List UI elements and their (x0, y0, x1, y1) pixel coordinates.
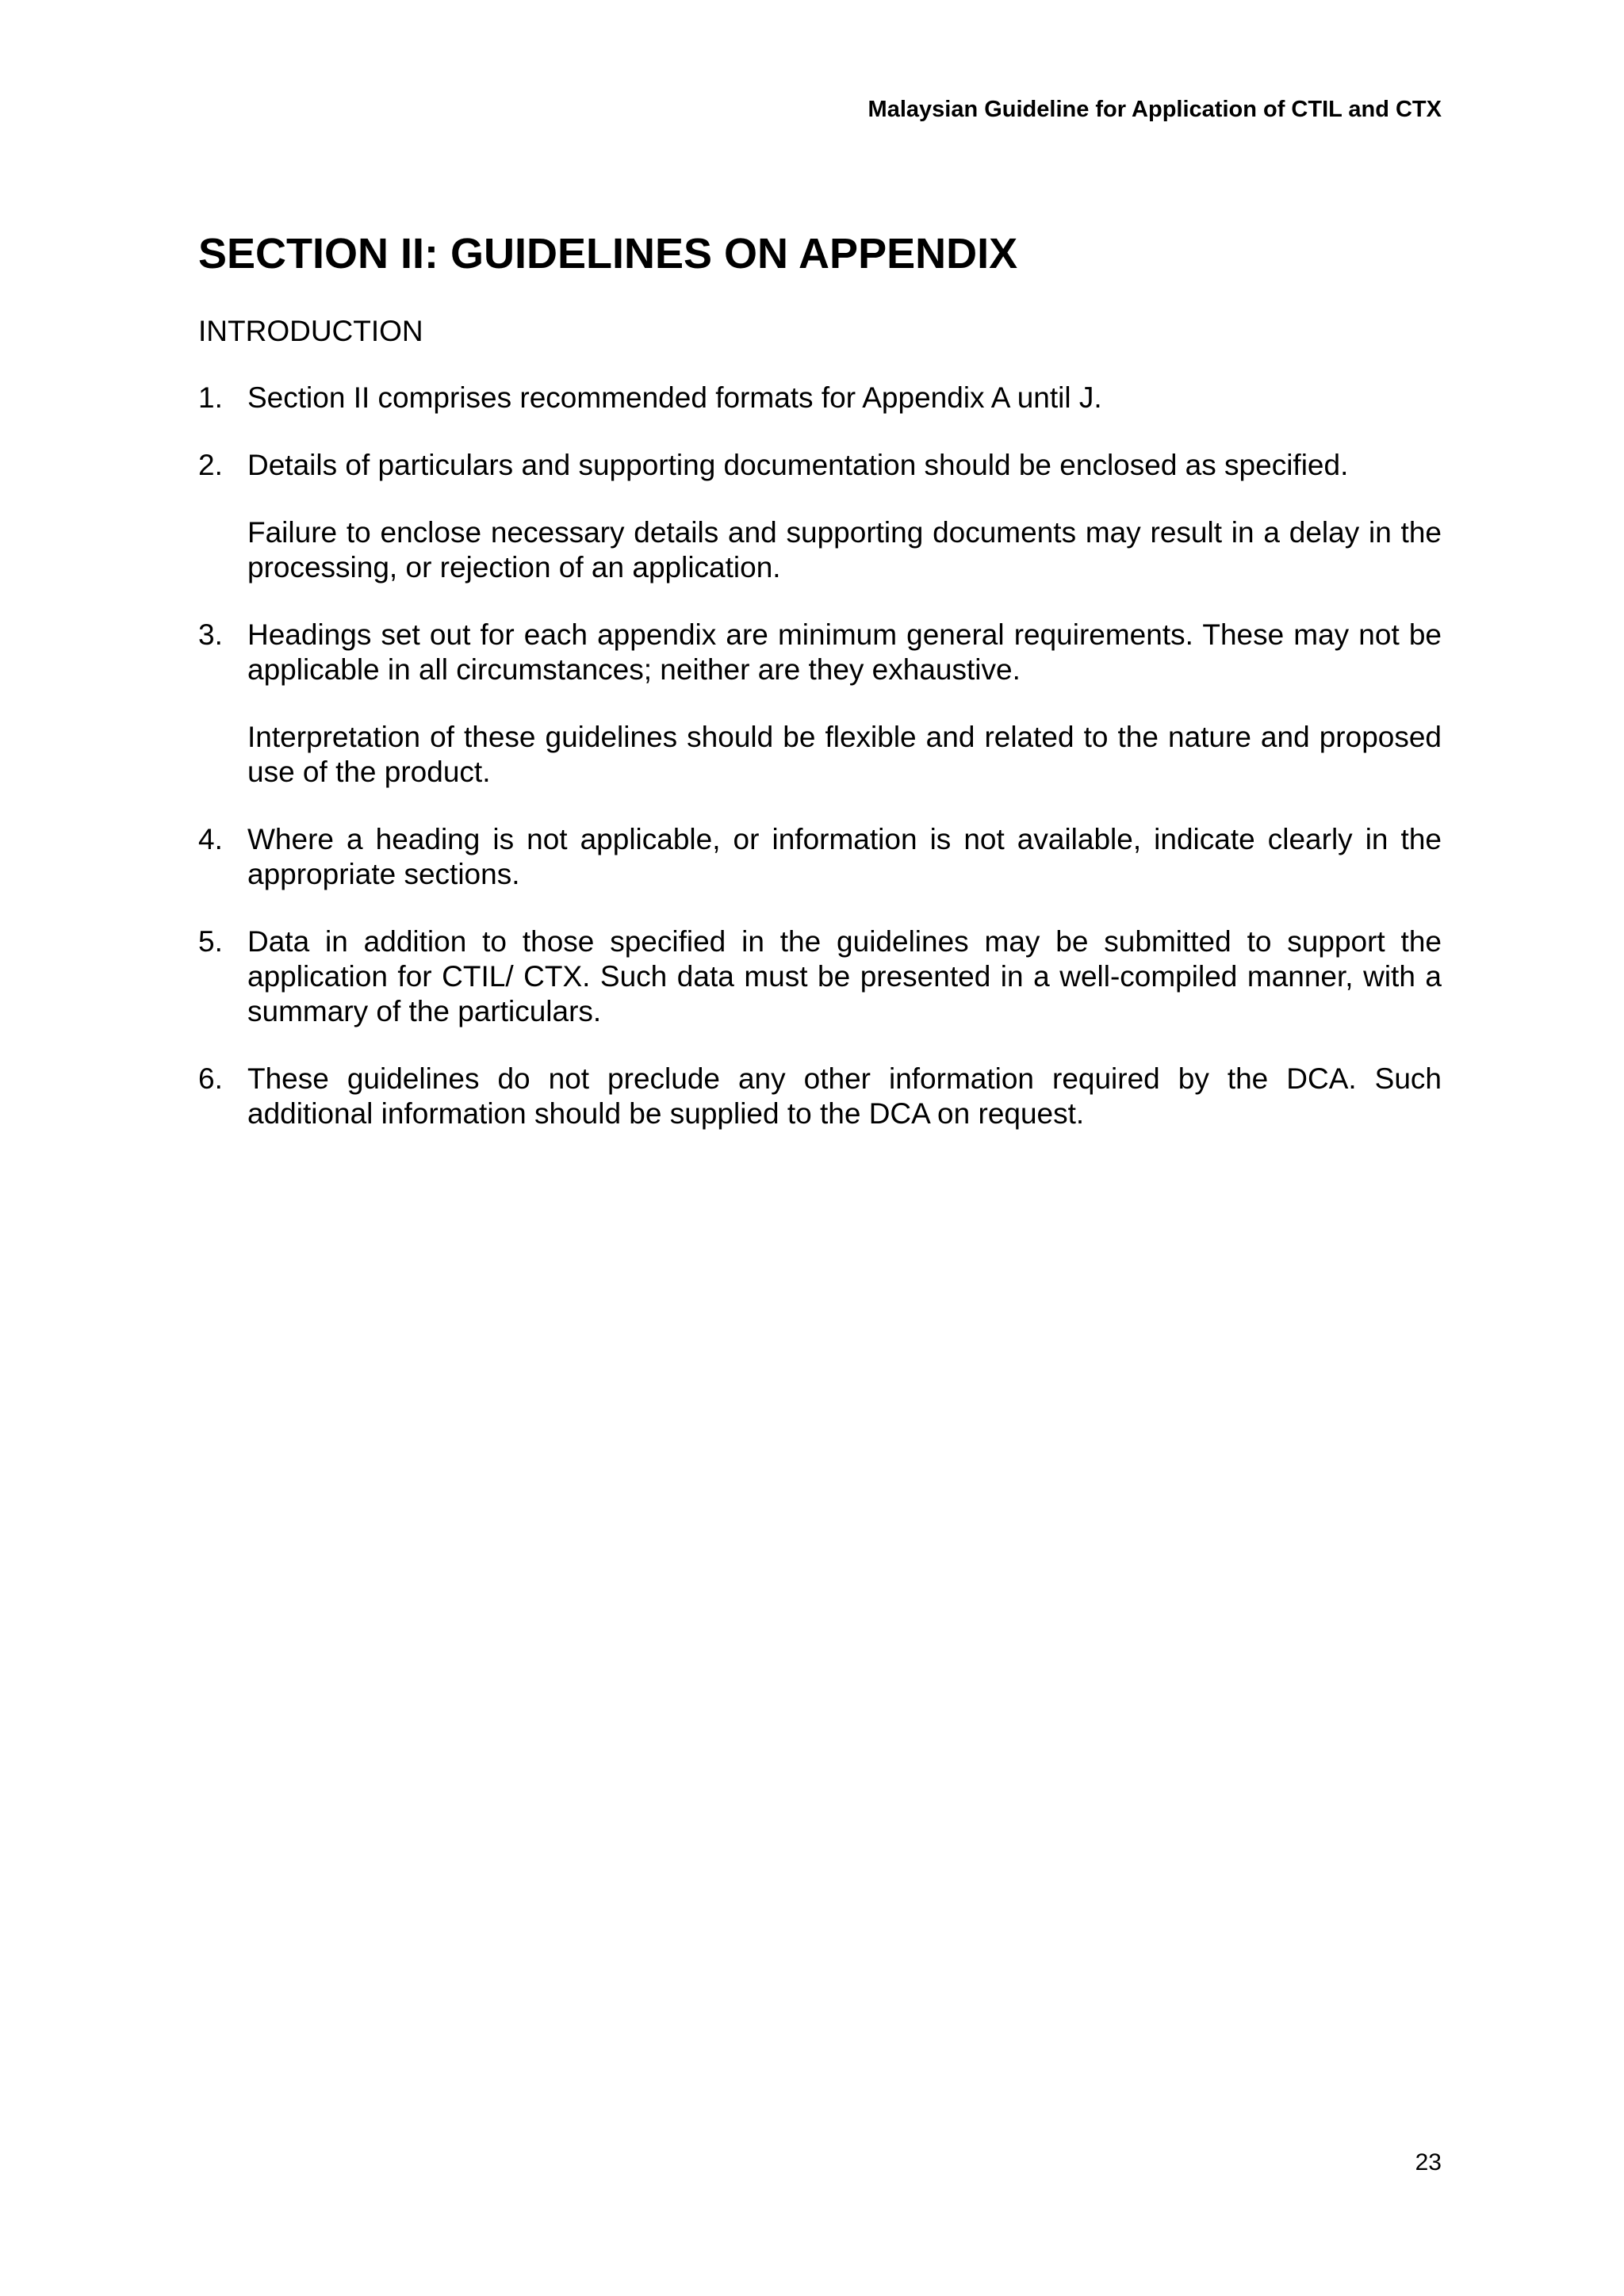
item-number: 5. (198, 925, 223, 958)
intro-heading: INTRODUCTION (198, 315, 423, 347)
running-header: Malaysian Guideline for Application of CTIL and CTX (868, 97, 1442, 122)
item-number: 2. (198, 449, 223, 481)
paragraph: Details of particulars and supporting documentation should be enclosed as specified. (247, 449, 1349, 481)
list-item (198, 448, 1442, 585)
item-number: 1. (198, 381, 223, 414)
item-number: 6. (198, 1062, 223, 1095)
list-item (198, 618, 1442, 790)
section-title: SECTION II: GUIDELINES ON APPENDIX (198, 230, 1018, 277)
paragraph: Interpretation of these guidelines should be flexible and related to the nature and proposed use of the product. (247, 721, 1442, 788)
paragraph: Headings set out for each appendix are minimum general requirements. These may not be applicable in all circumstances; neither are they exhaustive. (247, 618, 1442, 686)
paragraph: Failure to enclose necessary details and supporting documents may result in a delay in the processing, or rejection of an application. (247, 516, 1442, 584)
list-item (198, 381, 1442, 415)
paragraph: Data in addition to those specified in the guidelines may be submitted to support the application for CTIL/ CTX. Such data must be presented in a well-compiled manner, with a summary of the particulars. (247, 925, 1442, 1027)
item-number: 3. (198, 618, 223, 651)
paragraph: Where a heading is not applicable, or information is not available, indicate clearly in the appropriate sections. (247, 823, 1442, 890)
item-number: 4. (198, 823, 223, 855)
list-item (198, 1062, 1442, 1131)
page-number: 23 (1415, 2149, 1442, 2175)
paragraph: These guidelines do not preclude any other information required by the DCA. Such additional information should be supplied to the DCA on request. (247, 1062, 1442, 1130)
paragraph: Section II comprises recommended formats for Appendix A until J. (247, 381, 1102, 414)
numbered-list (198, 381, 1442, 1164)
list-item (198, 924, 1442, 1029)
list-item (198, 822, 1442, 892)
